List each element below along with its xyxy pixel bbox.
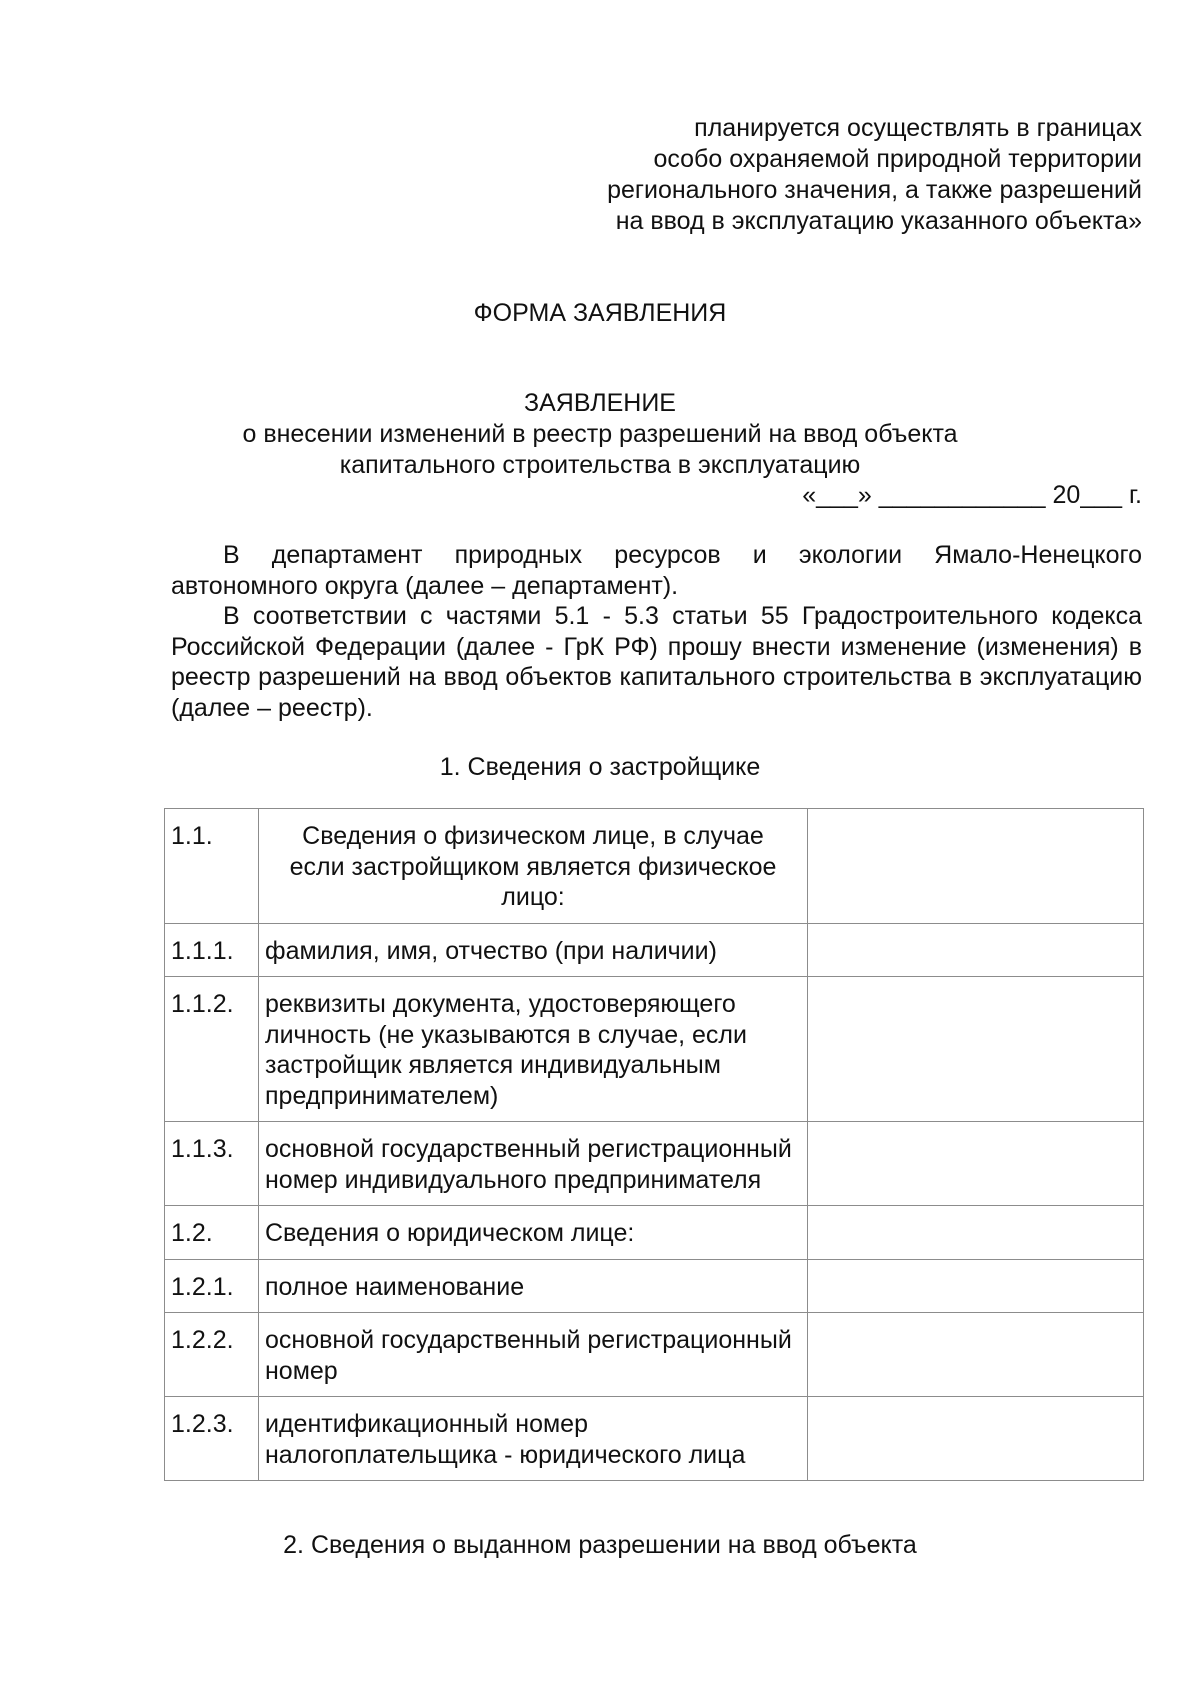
row-value-field[interactable] bbox=[808, 923, 1144, 977]
application-subtitle bbox=[0, 419, 1200, 481]
row-label: полное наименование bbox=[259, 1259, 808, 1313]
paragraph-request: В соответствии с частями 5.1 - 5.3 статьи 55 Градостроительного кодекса Российской Федерации (далее - ГрК РФ) прошу внести изменение (изменения) в реестр разрешений на ввод объектов капитального строительства в эксплуатацию (далее – реестр). bbox=[171, 602, 1142, 722]
header-line: особо охраняемой природной территории bbox=[653, 145, 1142, 173]
row-label: Сведения о юридическом лице: bbox=[259, 1206, 808, 1260]
row-label: реквизиты документа, удостоверяющего личность (не указываются в случае, если застройщик является индивидуальным предпринимателем) bbox=[259, 977, 808, 1122]
row-number: 1.1.1. bbox=[165, 923, 259, 977]
section-1-heading: 1. Сведения о застройщике bbox=[439, 753, 761, 781]
table-row bbox=[165, 1397, 1144, 1481]
row-label: Сведения о физическом лице, в случае если застройщиком является физическое лицо: bbox=[259, 809, 808, 924]
row-value-field[interactable] bbox=[808, 1122, 1144, 1206]
body-text bbox=[171, 540, 1142, 723]
table-row bbox=[165, 1206, 1144, 1260]
header-reference-block bbox=[502, 113, 1142, 237]
row-value-field[interactable] bbox=[808, 1313, 1144, 1397]
row-number: 1.2. bbox=[165, 1206, 259, 1260]
subtitle-line: капитального строительства в эксплуатацию bbox=[339, 451, 861, 479]
row-label: основной государственный регистрационный номер индивидуального предпринимателя bbox=[259, 1122, 808, 1206]
row-number: 1.2.3. bbox=[165, 1397, 259, 1481]
row-number: 1.1. bbox=[165, 809, 259, 924]
row-value-field[interactable] bbox=[808, 1259, 1144, 1313]
table-row bbox=[165, 1122, 1144, 1206]
table-row bbox=[165, 1313, 1144, 1397]
row-value-field[interactable] bbox=[808, 977, 1144, 1122]
paragraph-department: В департамент природных ресурсов и экологии Ямало-Ненецкого автономного округа (далее – департамент). bbox=[171, 541, 1142, 600]
row-label: основной государственный регистрационный номер bbox=[259, 1313, 808, 1397]
table-row bbox=[165, 923, 1144, 977]
header-line: планируется осуществлять в границах bbox=[694, 114, 1142, 142]
row-number: 1.1.2. bbox=[165, 977, 259, 1122]
row-number: 1.1.3. bbox=[165, 1122, 259, 1206]
header-line: регионального значения, а также разрешений bbox=[607, 176, 1142, 204]
header-line: на ввод в эксплуатацию указанного объекта» bbox=[615, 207, 1142, 235]
row-value-field[interactable] bbox=[808, 1397, 1144, 1481]
section-2-heading: 2. Сведения о выданном разрешении на ввод объекта bbox=[283, 1531, 917, 1559]
application-title: ЗАЯВЛЕНИЕ bbox=[523, 389, 676, 417]
row-label: фамилия, имя, отчество (при наличии) bbox=[259, 923, 808, 977]
developer-info-table bbox=[164, 808, 1144, 1481]
row-value-field[interactable] bbox=[808, 809, 1144, 924]
date-line: «___» ____________ 20___ г. bbox=[802, 481, 1142, 509]
table-row bbox=[165, 977, 1144, 1122]
row-value-field[interactable] bbox=[808, 1206, 1144, 1260]
table-row bbox=[165, 1259, 1144, 1313]
table-row bbox=[165, 809, 1144, 924]
row-label: идентификационный номер налогоплательщика - юридического лица bbox=[259, 1397, 808, 1481]
row-number: 1.2.2. bbox=[165, 1313, 259, 1397]
subtitle-line: о внесении изменений в реестр разрешений на ввод объекта bbox=[242, 420, 958, 448]
form-title: ФОРМА ЗАЯВЛЕНИЯ bbox=[473, 299, 727, 327]
row-number: 1.2.1. bbox=[165, 1259, 259, 1313]
